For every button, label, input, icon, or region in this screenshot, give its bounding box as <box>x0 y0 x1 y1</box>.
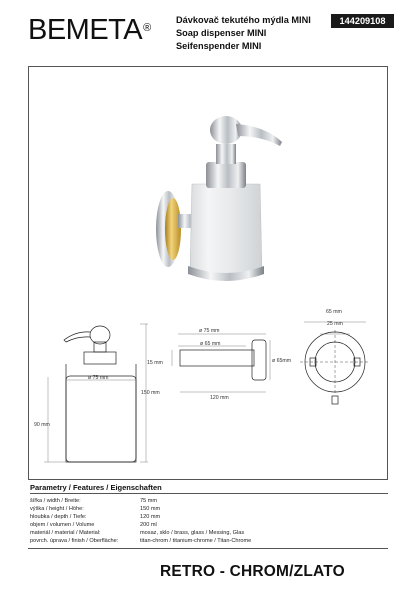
rosette-gold <box>165 198 181 260</box>
param-label-material: materiál / material / Material: <box>30 530 101 536</box>
param-label-finish: povrch. úprava / finish / Oberfläche: <box>30 538 119 544</box>
param-label-depth: hloubka / depth / Tiefe: <box>30 514 87 520</box>
title-cz: Dávkovač tekutého mýdla MINI <box>176 15 311 25</box>
glass-body <box>190 184 262 280</box>
parameters-bottom-rule <box>28 548 388 549</box>
dim-front-diameter: ø 75 mm <box>88 375 109 381</box>
registered-mark: ® <box>143 22 151 34</box>
dim-side-15: 15 mm <box>147 360 163 366</box>
param-value-finish: titan-chrom / titanium-chrome / Titan-Chrome <box>140 538 252 544</box>
dim-side-75: ø 75 mm <box>199 328 220 334</box>
front-view-drawing <box>36 322 160 470</box>
param-value-depth: 120 mm <box>140 514 161 520</box>
dim-front-90: 90 mm <box>34 422 50 428</box>
param-value-width: 75 mm <box>140 498 158 504</box>
dim-top-25: 25 mm <box>327 321 343 327</box>
param-label-width: šířka / width / Breite: <box>30 498 81 504</box>
parameters-title: Parametry / Features / Eigenschaften <box>30 483 162 492</box>
frame-divider <box>28 479 388 480</box>
top-view-drawing <box>300 316 370 412</box>
param-label-volume: objem / volumen / Volume <box>30 522 95 528</box>
param-value-material: mosaz, sklo / brass, glass / Messing, Glas <box>140 530 245 536</box>
pump-collar <box>206 162 246 188</box>
dim-top-65: 65 mm <box>326 309 342 315</box>
dim-side-65b: ø 65mm <box>272 358 292 364</box>
product-code: 144209108 <box>331 14 394 28</box>
title-de: Seifenspender MINI <box>176 41 262 51</box>
param-value-height: 150 mm <box>140 506 161 512</box>
dim-side-width: 120 mm <box>210 395 229 401</box>
brand-logo <box>28 14 151 46</box>
dim-front-height: 150 mm <box>141 390 160 396</box>
collection-title: RETRO - CHROM/ZLATO <box>160 563 345 580</box>
pump-neck <box>216 144 236 164</box>
side-view-drawing <box>168 326 278 406</box>
param-value-volume: 200 ml <box>140 522 157 528</box>
product-photo <box>140 104 290 304</box>
title-en: Soap dispenser MINI <box>176 28 267 38</box>
dim-side-65: ø 65 mm <box>200 341 221 347</box>
param-label-height: výška / height / Höhe: <box>30 506 84 512</box>
pump-spout <box>236 124 282 146</box>
parameters-rule <box>30 493 388 494</box>
brand-name: BEMETA <box>28 14 143 46</box>
